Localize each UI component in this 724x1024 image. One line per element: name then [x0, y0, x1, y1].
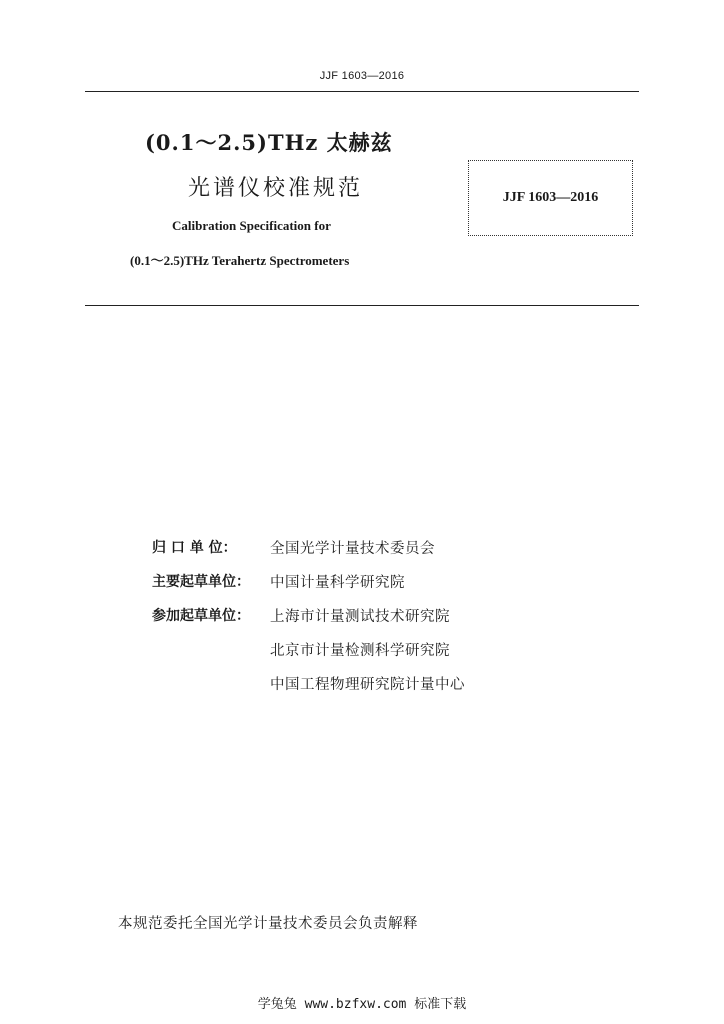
responsible-unit-value: 全国光学计量技术委员会 [270, 541, 435, 557]
title-chinese-line-1: (0.1～2.5)THz 太赫兹 [145, 130, 393, 155]
title-english-line-2: (0.1～2.5)THz Terahertz Spectrometers [130, 253, 350, 268]
title-english-line-1: Calibration Specification for [172, 218, 331, 233]
title-chinese-line-2: 光谱仪校准规范 [188, 176, 364, 201]
standard-code-box-text: JJF 1603—2016 [502, 190, 599, 205]
org-row-responsible [152, 537, 632, 571]
main-drafter-label: 主要起草单位： [152, 574, 250, 590]
participating-drafter-value: 北京市计量检测科学研究院 [270, 643, 450, 659]
org-row-main-drafter [152, 571, 632, 605]
header-divider [85, 91, 639, 92]
participating-drafter-label: 参加起草单位： [152, 608, 250, 624]
interpretation-note: 本规范委托全国光学计量技术委员会负责解释 [118, 916, 418, 932]
title-divider [85, 305, 639, 306]
download-watermark: 学兔兔 www.bzfxw.com 标准下载 [257, 997, 467, 1012]
participating-drafter-value: 上海市计量测试技术研究院 [270, 609, 450, 625]
header-standard-code: JJF 1603—2016 [319, 70, 405, 82]
standard-code-box [468, 160, 633, 236]
responsible-unit-label: 归 口 单 位： [152, 540, 237, 556]
org-row-participating [152, 605, 632, 639]
organizations-block [152, 537, 632, 707]
participating-drafter-value: 中国工程物理研究院计量中心 [270, 677, 465, 693]
main-drafter-value: 中国计量科学研究院 [270, 575, 405, 591]
